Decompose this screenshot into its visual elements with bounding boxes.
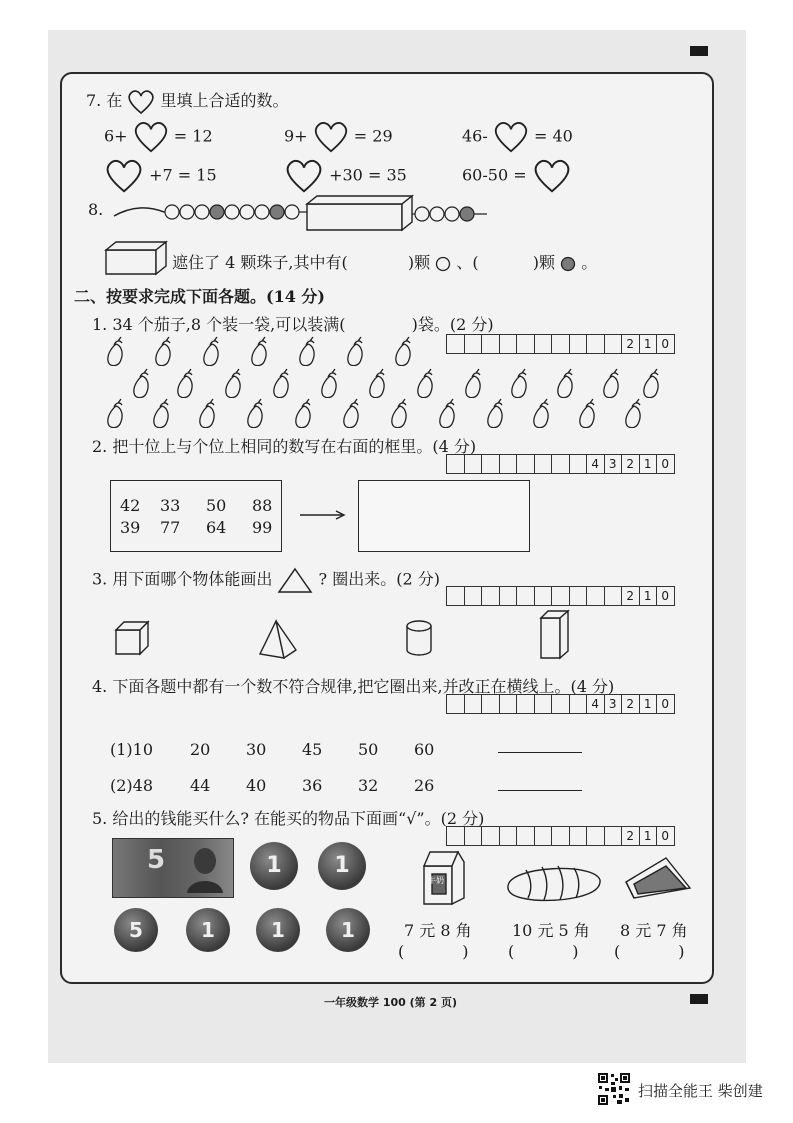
eggplant-icon	[436, 398, 456, 428]
score-cell[interactable]: 2	[622, 586, 640, 606]
number-item[interactable]: 64	[206, 518, 227, 537]
paren-open: (	[398, 942, 405, 961]
eq-suffix: = 29	[353, 126, 393, 146]
eggplant-icon	[344, 336, 364, 366]
score-cell[interactable]: 0	[657, 694, 675, 714]
eggplant-icon	[484, 398, 504, 428]
q4-text: 4. 下面各题中都有一个数不符合规律,把它圈出来,并改正在横线上。(4 分)	[92, 677, 615, 696]
score-cell[interactable]: 1	[640, 826, 658, 846]
score-cell[interactable]	[446, 334, 465, 354]
eggplant-icon	[600, 368, 620, 398]
price-sandwich: 8 元 7 角	[620, 921, 688, 940]
q7-title-prefix: 7. 在	[86, 91, 123, 110]
eggplant-icon	[152, 336, 172, 366]
coin-one-yuan: 1	[250, 842, 298, 890]
answer-line-2[interactable]	[498, 790, 582, 791]
sandwich-icon	[622, 854, 694, 904]
scanner-watermark: 扫描全能王 柴创建	[638, 1082, 763, 1100]
score-cell[interactable]	[446, 826, 465, 846]
score-cell[interactable]	[552, 694, 570, 714]
bread-icon	[504, 856, 604, 906]
eggplant-icon	[462, 368, 482, 398]
coin-five-jiao: 5	[114, 908, 158, 952]
number-box	[110, 480, 282, 552]
heart-icon	[127, 89, 155, 115]
score-cell[interactable]	[535, 586, 553, 606]
score-cell[interactable]: 3	[605, 694, 623, 714]
score-cell[interactable]	[465, 694, 483, 714]
heart-icon[interactable]	[532, 158, 572, 194]
q3-text-end: ? 圈出来。(2 分)	[318, 569, 440, 589]
score-cell[interactable]	[482, 454, 500, 474]
score-cell[interactable]: 2	[622, 826, 640, 846]
score-cell[interactable]	[517, 454, 535, 474]
sequence-number[interactable]: 50	[358, 740, 379, 759]
sequence-number[interactable]: 40	[246, 776, 267, 795]
score-cell[interactable]	[465, 334, 483, 354]
score-cell[interactable]	[552, 826, 570, 846]
eggplant-icon	[196, 398, 216, 428]
q4-score-boxes[interactable]	[446, 694, 675, 714]
answer-box[interactable]	[358, 480, 530, 552]
number-item[interactable]: 50	[206, 496, 227, 515]
bead-string-illustration	[112, 192, 492, 232]
score-cell[interactable]: 2	[622, 334, 640, 354]
eq-suffix: = 12	[173, 126, 213, 146]
q4-row-2	[110, 776, 444, 795]
eggplant-icon	[104, 336, 124, 366]
q4-row-1	[110, 740, 444, 759]
q5-score-boxes[interactable]	[446, 826, 675, 846]
coin-one-jiao: 1	[326, 908, 370, 952]
score-cell[interactable]	[570, 334, 588, 354]
q1-text-end: )袋。(2 分)	[411, 315, 494, 334]
answer-line-1[interactable]	[498, 752, 582, 753]
q8-text: 。	[581, 253, 598, 272]
triangular-prism-icon[interactable]	[256, 618, 298, 660]
milk-label: 牛奶	[428, 876, 444, 885]
qr-code-icon	[597, 1072, 631, 1106]
eq-suffix: +30 = 35	[329, 165, 407, 185]
eggplant-icon	[414, 368, 434, 398]
score-cell[interactable]	[587, 826, 605, 846]
score-cell[interactable]	[517, 334, 535, 354]
score-cell[interactable]	[482, 694, 500, 714]
paren-open: (	[508, 942, 515, 961]
banknote-five-yuan	[112, 838, 234, 898]
score-cell[interactable]	[552, 454, 570, 474]
eggplant-icon	[554, 368, 574, 398]
q3-score-boxes[interactable]	[446, 586, 675, 606]
eggplant-icon	[104, 398, 124, 428]
answer-paren-sandwich[interactable]	[614, 942, 685, 961]
score-cell[interactable]: 0	[657, 826, 675, 846]
score-cell[interactable]: 4	[587, 694, 605, 714]
banknote-value: 5	[147, 845, 166, 875]
number-row-1	[120, 496, 282, 515]
eggplant-icon	[270, 368, 290, 398]
eq-suffix: +7 = 15	[149, 165, 217, 185]
score-cell[interactable]	[465, 454, 483, 474]
score-cell[interactable]: 1	[640, 454, 658, 474]
score-cell[interactable]	[535, 454, 553, 474]
sequence-number[interactable]: 32	[358, 776, 379, 795]
q3-text	[92, 566, 440, 594]
score-cell[interactable]	[517, 694, 535, 714]
price-milk: 7 元 8 角	[404, 921, 472, 940]
q7-eq-6	[462, 158, 572, 194]
eq-prefix: 46-	[462, 126, 488, 146]
cylinder-icon[interactable]	[404, 618, 434, 658]
q7-title	[86, 88, 289, 115]
sequence-number[interactable]: 20	[190, 740, 211, 759]
eggplant-icon	[622, 398, 642, 428]
price-bread: 10 元 5 角	[512, 921, 590, 940]
q5-text: 5. 给出的钱能买什么? 在能买的物品下面画“√”。(2 分)	[92, 809, 485, 828]
answer-paren-bread[interactable]	[508, 942, 579, 961]
coin-one-jiao: 1	[186, 908, 230, 952]
eggplant-icon	[174, 368, 194, 398]
heart-icon[interactable]	[104, 158, 144, 194]
eggplant-icon	[576, 398, 596, 428]
eq-prefix: 9+	[284, 126, 308, 146]
sequence-number[interactable]: 36	[302, 776, 323, 795]
score-cell[interactable]: 1	[640, 334, 658, 354]
eggplant-icon	[130, 368, 150, 398]
score-cell[interactable]: 2	[622, 454, 640, 474]
score-cell[interactable]	[570, 826, 588, 846]
q2-text: 2. 把十位上与个位上相同的数写在右面的框里。(4 分)	[92, 437, 477, 456]
heart-icon[interactable]	[133, 120, 169, 154]
score-cell[interactable]: 0	[657, 334, 675, 354]
q3-text-start: 3. 用下面哪个物体能画出	[92, 569, 273, 589]
q8-text: )颗	[532, 253, 555, 272]
number-item[interactable]: 99	[252, 518, 273, 537]
eggplant-icon	[388, 398, 408, 428]
score-cell[interactable]: 2	[622, 694, 640, 714]
q1-text-start: 1. 34 个茄子,8 个装一袋,可以装满(	[92, 315, 346, 334]
eggplant-icon	[200, 336, 220, 366]
sequence-label[interactable]: (1)10	[110, 740, 154, 759]
q1-score-boxes[interactable]	[446, 334, 675, 354]
eggplant-icon	[318, 368, 338, 398]
score-cell[interactable]	[482, 826, 500, 846]
number-item[interactable]: 42	[120, 496, 141, 515]
score-cell[interactable]	[446, 694, 465, 714]
score-cell[interactable]: 0	[657, 586, 675, 606]
number-row-2	[120, 518, 282, 537]
q1-text	[92, 312, 494, 335]
q7-eq-2	[284, 120, 393, 154]
score-cell[interactable]	[500, 826, 518, 846]
score-cell[interactable]	[482, 334, 500, 354]
eggplant-icon	[244, 398, 264, 428]
eggplant-icon	[150, 398, 170, 428]
corner-mark	[690, 46, 708, 56]
score-cell[interactable]	[587, 586, 605, 606]
q8-text: 、(	[456, 253, 479, 272]
sequence-number[interactable]: 26	[414, 776, 435, 795]
triangle-icon	[277, 566, 313, 594]
portrait-icon	[185, 843, 225, 893]
arrow-right-icon	[298, 508, 348, 522]
score-cell[interactable]	[552, 334, 570, 354]
q8-text: )颗	[407, 253, 431, 272]
eggplant-icon	[640, 368, 660, 398]
coin-one-jiao: 1	[256, 908, 300, 952]
corner-mark	[690, 994, 708, 1004]
score-cell[interactable]	[535, 826, 553, 846]
score-cell[interactable]	[517, 826, 535, 846]
score-cell[interactable]	[552, 586, 570, 606]
grey-bead-icon	[560, 256, 576, 272]
heart-icon[interactable]	[284, 158, 324, 194]
score-cell[interactable]: 3	[605, 454, 623, 474]
q7-eq-1	[104, 120, 213, 154]
score-cell[interactable]	[500, 454, 518, 474]
score-cell[interactable]: 4	[587, 454, 605, 474]
q7-eq-5	[284, 158, 407, 194]
page-footer: 一年级数学 100 (第 2 页)	[324, 996, 457, 1009]
heart-icon[interactable]	[313, 120, 349, 154]
sequence-label[interactable]: (2)48	[110, 776, 154, 795]
eq-suffix: = 40	[533, 126, 573, 146]
score-cell[interactable]: 0	[657, 454, 675, 474]
eggplant-icon	[340, 398, 360, 428]
cube-icon[interactable]	[112, 618, 152, 658]
sequence-number[interactable]: 60	[414, 740, 435, 759]
eggplant-icon	[222, 368, 242, 398]
score-cell[interactable]	[570, 454, 588, 474]
score-cell[interactable]	[570, 694, 588, 714]
score-cell[interactable]	[500, 334, 518, 354]
eggplant-icon	[530, 398, 550, 428]
score-cell[interactable]	[500, 694, 518, 714]
score-cell[interactable]	[446, 586, 465, 606]
score-cell[interactable]	[587, 334, 605, 354]
q7-eq-4	[104, 158, 217, 194]
score-cell[interactable]	[570, 586, 588, 606]
eggplant-icon	[508, 368, 528, 398]
white-bead-icon	[435, 256, 451, 272]
paren-close: )	[678, 942, 685, 961]
score-cell[interactable]	[535, 334, 553, 354]
eggplant-icon	[296, 336, 316, 366]
score-cell[interactable]	[535, 694, 553, 714]
score-cell[interactable]	[465, 586, 483, 606]
eggplant-icon	[292, 398, 312, 428]
paren-close: )	[462, 942, 469, 961]
sequence-number[interactable]: 45	[302, 740, 323, 759]
score-cell[interactable]	[446, 454, 465, 474]
score-cell[interactable]	[605, 826, 623, 846]
section-2-heading: 二、按要求完成下面各题。(14 分)	[74, 287, 325, 306]
score-cell[interactable]: 1	[640, 586, 658, 606]
cuboid-icon[interactable]	[538, 608, 572, 660]
number-item[interactable]: 88	[252, 496, 273, 515]
q8-sentence	[172, 250, 597, 273]
score-cell[interactable]: 1	[640, 694, 658, 714]
score-cell[interactable]	[482, 586, 500, 606]
q8-text: 遮住了 4 颗珠子,其中有(	[172, 253, 348, 272]
score-cell[interactable]	[517, 586, 535, 606]
sequence-number[interactable]: 30	[246, 740, 267, 759]
q2-score-boxes[interactable]	[446, 454, 675, 474]
number-item[interactable]: 77	[160, 518, 181, 537]
eggplant-icon	[248, 336, 268, 366]
sequence-number[interactable]: 44	[190, 776, 211, 795]
q8-number: 8.	[88, 200, 104, 219]
coin-one-yuan: 1	[318, 842, 366, 890]
paren-close: )	[572, 942, 579, 961]
number-item[interactable]: 39	[120, 518, 141, 537]
box-cover-icon	[104, 240, 168, 276]
eggplant-icon	[392, 336, 412, 366]
milk-carton-icon	[420, 848, 468, 906]
paren-open: (	[614, 942, 621, 961]
q7-title-suffix: 里填上合适的数。	[160, 91, 289, 110]
q7-eq-3	[462, 120, 573, 154]
score-cell[interactable]	[500, 586, 518, 606]
heart-icon[interactable]	[493, 120, 529, 154]
score-cell[interactable]	[605, 334, 623, 354]
eq-prefix: 60-50 =	[462, 165, 527, 185]
score-cell[interactable]	[465, 826, 483, 846]
answer-paren-milk[interactable]	[398, 942, 469, 961]
number-item[interactable]: 33	[160, 496, 181, 515]
eq-prefix: 6+	[104, 126, 128, 146]
eggplant-icon	[366, 368, 386, 398]
score-cell[interactable]	[605, 586, 623, 606]
